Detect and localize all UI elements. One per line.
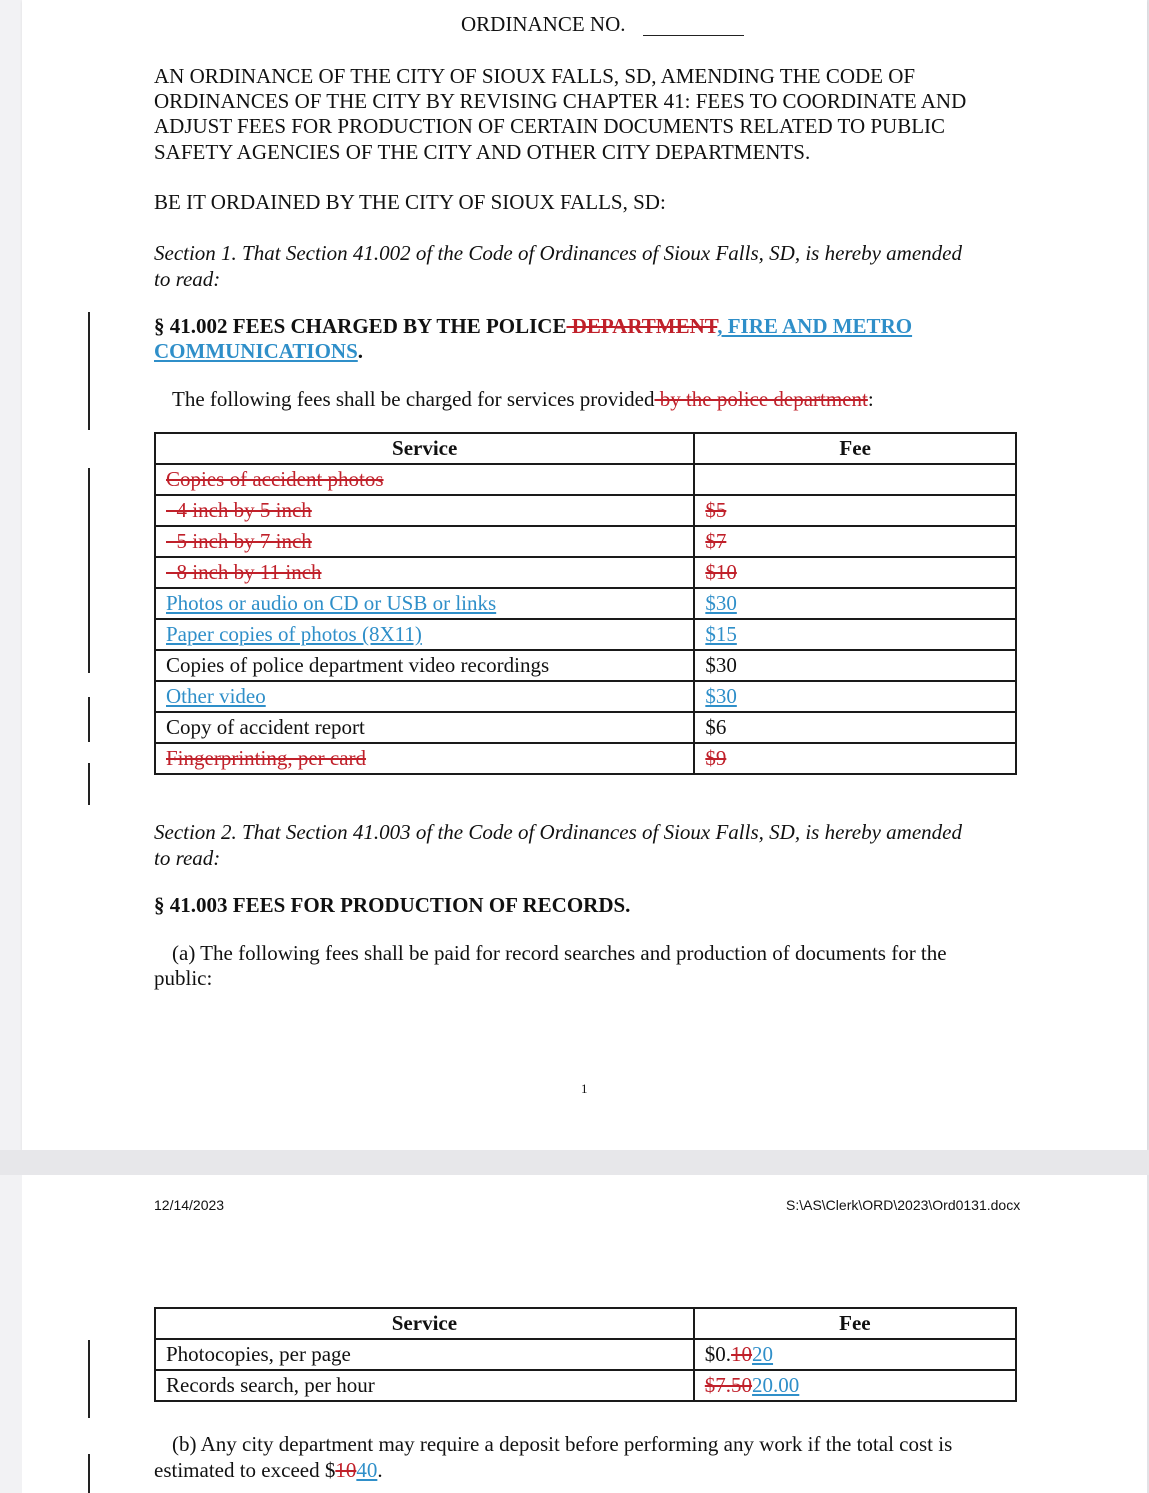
inserted-text: 20.00 [752, 1373, 800, 1397]
page-gap [0, 1150, 1149, 1175]
fee-text: $30 [705, 591, 737, 615]
service-text: Copies of police department video recordings [166, 653, 550, 677]
table-row [155, 1339, 1016, 1370]
fees-intro-paragraph [172, 386, 874, 412]
paragraph-a: (a) The following fees shall be paid for record searches and production of documents for the [172, 941, 947, 965]
section-2-intro: Section 2. That Section 41.003 of the Code of Ordinances of Sioux Falls, SD, is hereby amended [154, 820, 962, 844]
document-file-path: S:\AS\Clerk\ORD\2023\Ord0131.docx [786, 1197, 1021, 1213]
service-text: Paper copies of photos (8X11) [166, 622, 422, 646]
document-date: 12/14/2023 [154, 1197, 225, 1213]
ordinance-title-line: ADJUST FEES FOR PRODUCTION OF CERTAIN DOCUMENTS RELATED TO PUBLIC [154, 114, 946, 138]
fee-text: $6 [705, 715, 727, 739]
table-row [155, 464, 1016, 495]
fee-column-header: Fee [694, 433, 1016, 464]
change-bar [88, 1340, 90, 1418]
service-text: 4 inch by 5 inch [166, 498, 312, 522]
service-text: 5 inch by 7 inch [166, 529, 312, 553]
body-text: . [377, 1458, 383, 1482]
service-column-header: Service [155, 1308, 694, 1339]
table-header-row [155, 433, 1016, 464]
service-text: Photos or audio on CD or USB or links [166, 591, 497, 615]
records-fees-table [154, 1307, 1017, 1402]
change-bar [88, 468, 90, 673]
paragraph-b: (b) Any city department may require a deposit before performing any work if the total cost is [172, 1432, 953, 1456]
service-column-header: Service [155, 433, 694, 464]
fee-cell [694, 619, 1016, 650]
service-cell [155, 495, 694, 526]
service-cell [155, 712, 694, 743]
fee-cell [694, 526, 1016, 557]
fee-text: $30 [705, 653, 737, 677]
paragraph-b-cont [154, 1457, 383, 1483]
fee-text: $5 [705, 498, 727, 522]
fee-cell [694, 557, 1016, 588]
deleted-text: by the police department [654, 387, 868, 411]
service-cell [155, 557, 694, 588]
fee-cell [694, 712, 1016, 743]
inserted-text: 40 [356, 1458, 378, 1482]
paragraph-a-cont: public: [154, 966, 213, 990]
ordinance-title-line: SAFETY AGENCIES OF THE CITY AND OTHER CITY DEPARTMENTS. [154, 140, 811, 164]
fee-cell [694, 1370, 1016, 1401]
fee-text: $7 [705, 529, 727, 553]
table-row [155, 557, 1016, 588]
section-2-intro-cont: to read: [154, 846, 221, 870]
body-text: : [867, 387, 874, 411]
table-row [155, 712, 1016, 743]
section-1-intro: Section 1. That Section 41.002 of the Code of Ordinances of Sioux Falls, SD, is hereby amended [154, 241, 962, 265]
fee-text: $10 [705, 560, 737, 584]
body-text: The following fees shall be charged for services provided [172, 387, 655, 411]
table-row [155, 650, 1016, 681]
change-bar [88, 697, 90, 742]
page-number: 1 [581, 1081, 588, 1096]
window-left-margin [0, 0, 22, 1493]
service-cell [155, 619, 694, 650]
service-text: Copy of accident report [166, 715, 365, 739]
section-1-intro-cont: to read: [154, 267, 221, 291]
service-text: Copies of accident photos [166, 467, 384, 491]
table-row [155, 743, 1016, 774]
service-cell: Photocopies, per page [155, 1339, 694, 1370]
inserted-text: , FIRE AND METRO [717, 314, 913, 338]
inserted-text: COMMUNICATIONS [154, 339, 358, 363]
service-cell [155, 681, 694, 712]
service-cell [155, 464, 694, 495]
fee-text: $15 [705, 622, 737, 646]
fee-cell [694, 650, 1016, 681]
section-41-003-heading: § 41.003 FEES FOR PRODUCTION OF RECORDS. [154, 893, 631, 917]
table-row [155, 495, 1016, 526]
ordinance-title-line: AN ORDINANCE OF THE CITY OF SIOUX FALLS, SD, AMENDING THE CODE OF [154, 64, 916, 88]
fee-text: $0. [704, 1342, 732, 1366]
police-fees-table [154, 432, 1017, 775]
deleted-text: 10 [731, 1342, 753, 1366]
change-bar [88, 763, 90, 805]
inserted-text: 20 [752, 1342, 774, 1366]
fee-cell [694, 681, 1016, 712]
deleted-text: $7.50 [704, 1373, 753, 1397]
table-row [155, 588, 1016, 619]
table-row [155, 526, 1016, 557]
section-41-002-heading [154, 313, 912, 339]
service-cell [155, 588, 694, 619]
fee-column-header: Fee [694, 1308, 1016, 1339]
enacting-clause: BE IT ORDAINED BY THE CITY OF SIOUX FALLS, SD: [154, 190, 666, 214]
heading-text: . [357, 339, 364, 363]
service-text: Other video [166, 684, 266, 708]
fee-text: $9 [705, 746, 727, 770]
service-cell [155, 526, 694, 557]
deleted-text: DEPARTMENT [566, 314, 718, 338]
fee-cell [694, 1339, 1016, 1370]
table-row [155, 1370, 1016, 1401]
section-41-002-heading-cont [154, 338, 363, 364]
fee-cell [694, 464, 1016, 495]
service-text: Fingerprinting, per card [166, 746, 367, 770]
service-text: 8 inch by 11 inch [166, 560, 322, 584]
fee-cell [694, 743, 1016, 774]
table-row [155, 681, 1016, 712]
table-header-row [155, 1308, 1016, 1339]
ordinance-number-label: ORDINANCE NO. [461, 12, 626, 36]
deleted-text: 10 [335, 1458, 357, 1482]
fee-cell [694, 588, 1016, 619]
service-cell [155, 743, 694, 774]
table-row [155, 619, 1016, 650]
ordinance-number-blank [643, 35, 744, 36]
ordinance-title-line: ORDINANCES OF THE CITY BY REVISING CHAPTER 41: FEES TO COORDINATE AND [154, 89, 967, 113]
body-text: estimated to exceed $ [154, 1458, 336, 1482]
fee-cell [694, 495, 1016, 526]
fee-text: $30 [705, 684, 737, 708]
change-bar [88, 1454, 90, 1493]
heading-text: § 41.002 FEES CHARGED BY THE POLICE [154, 314, 567, 338]
service-cell: Records search, per hour [155, 1370, 694, 1401]
change-bar [88, 312, 90, 430]
service-cell [155, 650, 694, 681]
